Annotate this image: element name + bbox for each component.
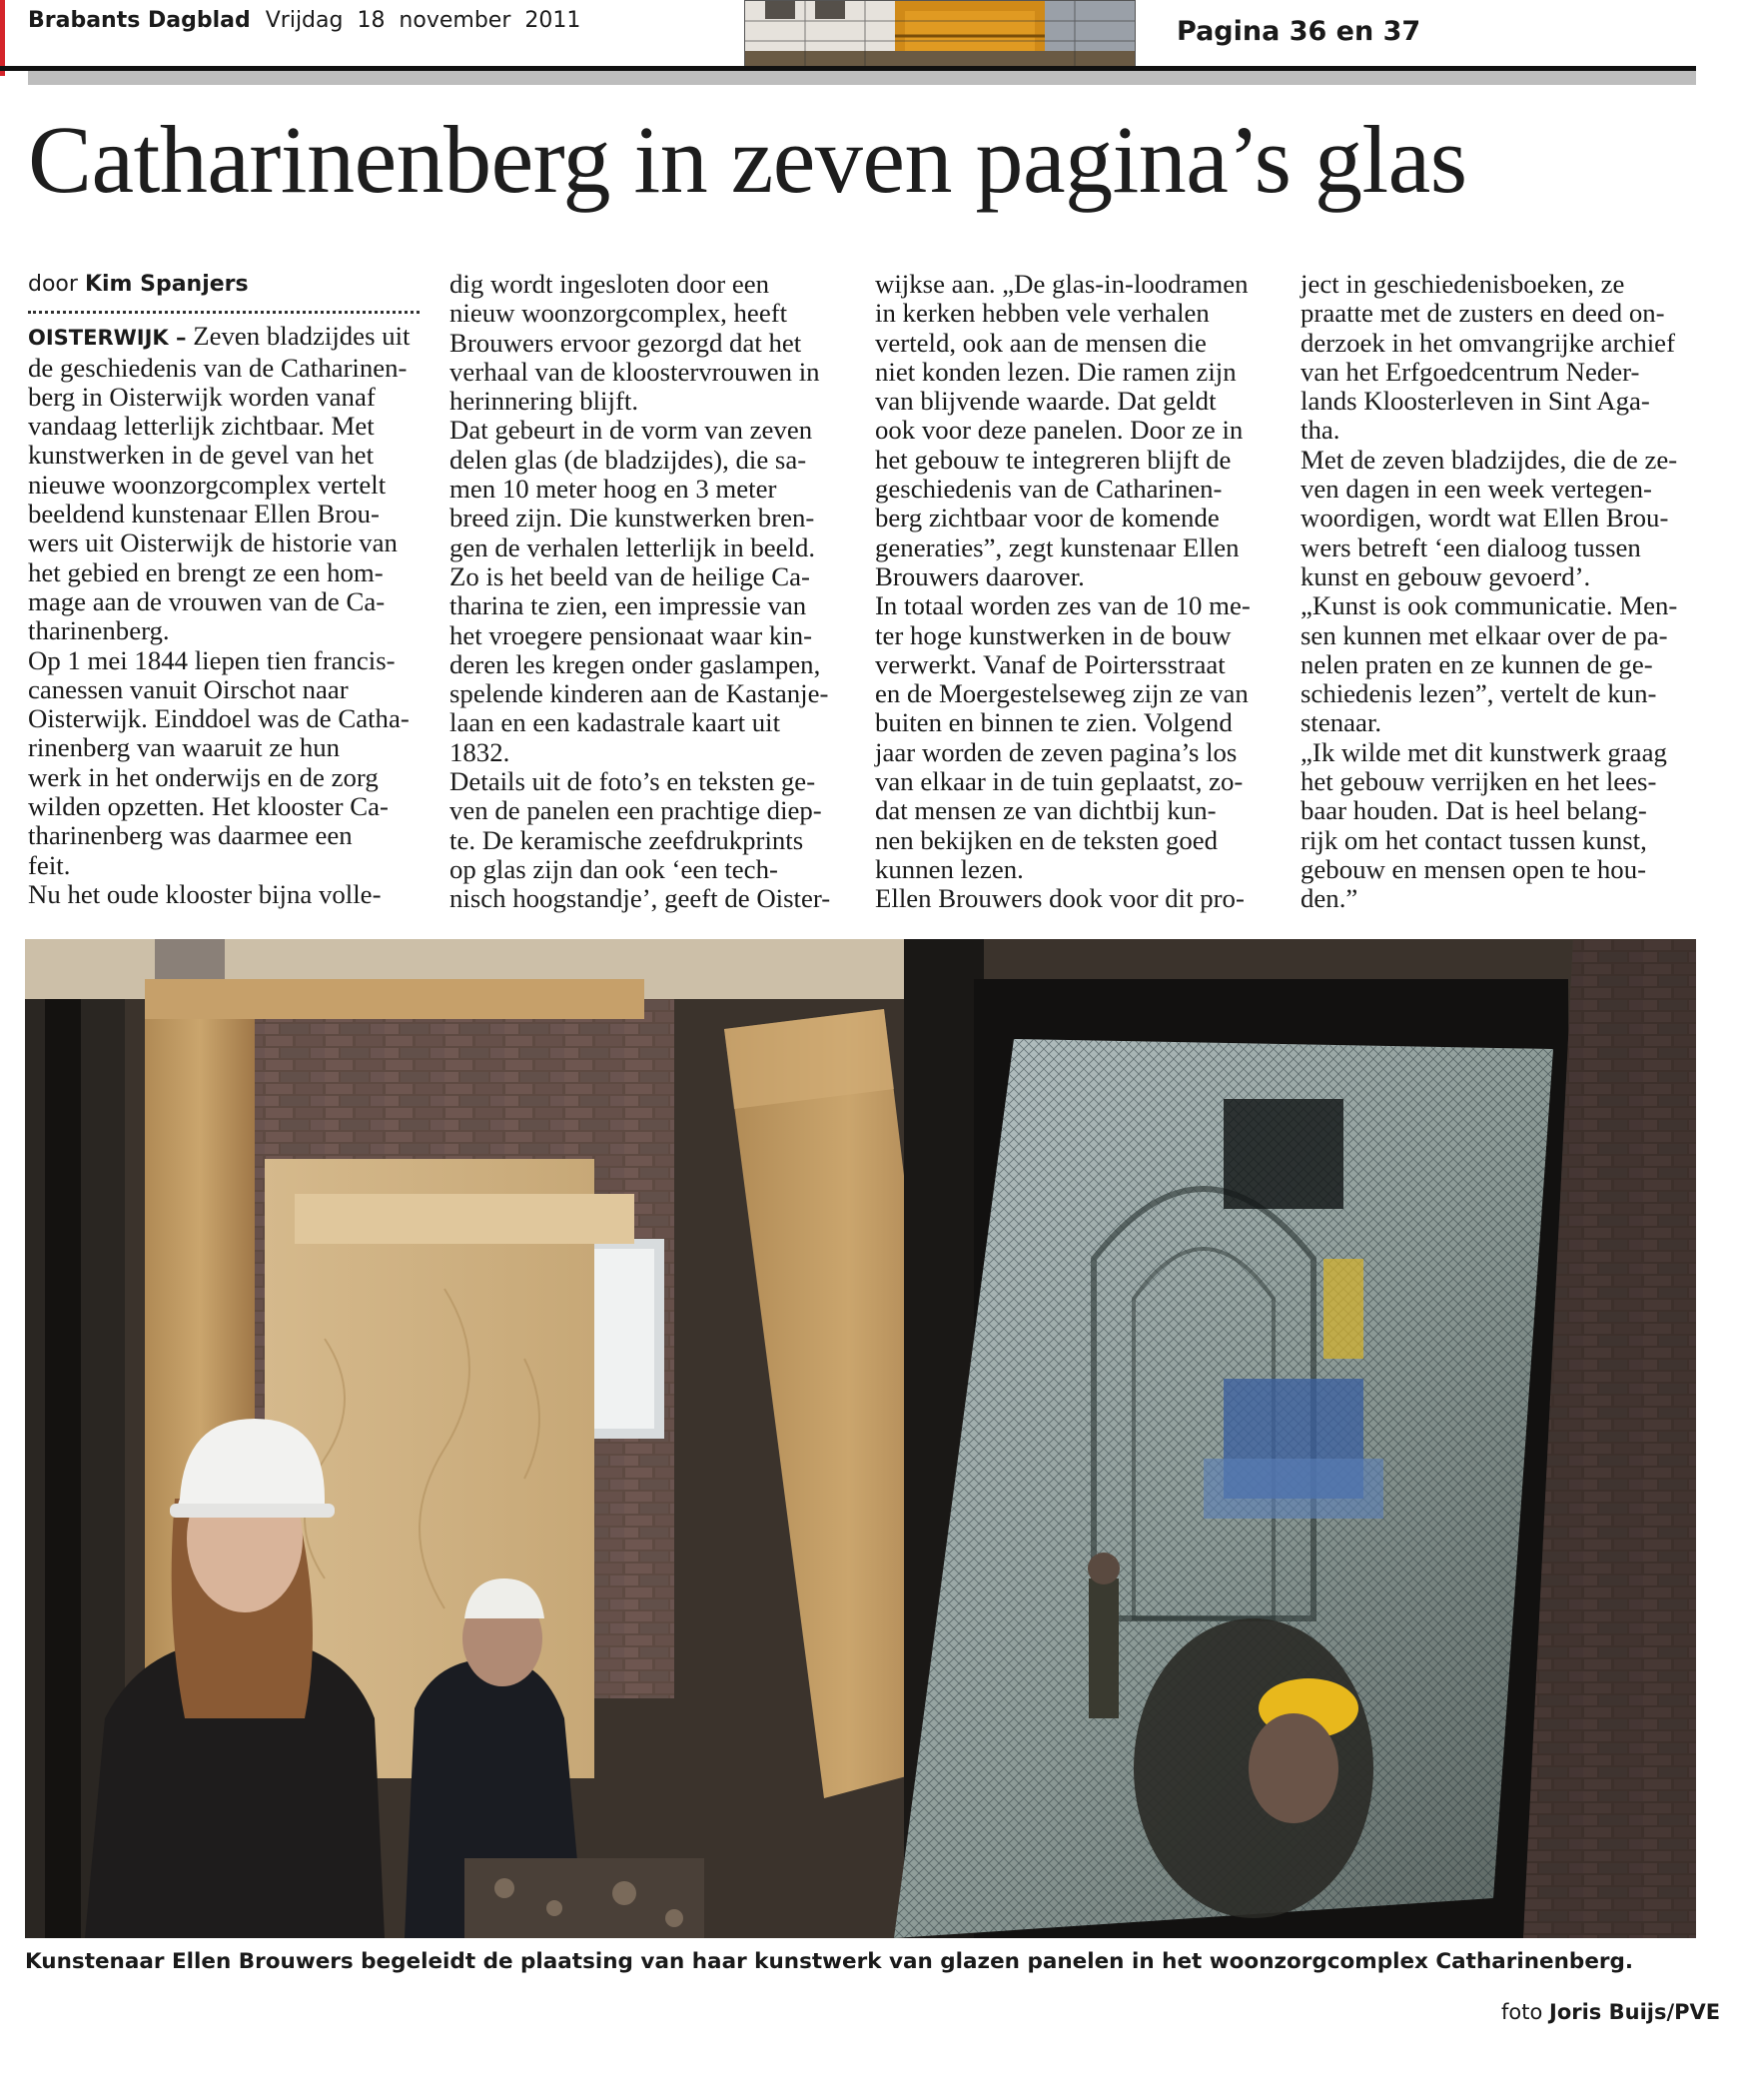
text-line: kunstwerken in de gevel van het — [28, 440, 375, 471]
text-line: canessen vanuit Oirschot naar — [28, 673, 349, 704]
text-line: dat mensen ze van dichtbij kun- — [875, 795, 1217, 826]
text-line: in kerken hebben vele verhalen — [875, 298, 1210, 329]
text-line: lands Kloosterleven in Sint Aga- — [1301, 386, 1650, 417]
text-line: op glas zijn dan ook ‘een tech- — [449, 853, 778, 884]
text-line: gebouw en mensen open te hou- — [1301, 853, 1647, 884]
text-line: wers betreft ‘een dialoog tussen — [1301, 531, 1641, 562]
text-line: de geschiedenis van de Catharinen- — [28, 352, 408, 383]
text-line: rinenberg van waaruit ze hun — [28, 732, 341, 763]
red-accent-bar — [0, 0, 5, 76]
text-line: generaties”, zegt kunstenaar Ellen — [875, 531, 1240, 562]
text-line: Op 1 mei 1844 liepen tien francis- — [28, 644, 396, 675]
text-line: tha. — [1301, 415, 1340, 446]
header-thumbnail-photo — [744, 0, 1136, 72]
text-line: nen bekijken en de teksten goed — [875, 824, 1219, 855]
text-line-body: Zeven bladzijdes uit — [186, 321, 411, 352]
text-line: dig wordt ingesloten door een — [449, 269, 770, 299]
text-line: het gebied en brengt ze een hom- — [28, 556, 384, 587]
text-line: derzoek in het omvangrijke archief — [1301, 327, 1675, 358]
text-line: tharinenberg. — [28, 615, 170, 646]
text-line: Zo is het beeld van de heilige Ca- — [449, 560, 810, 591]
text-line: buiten en binnen te zien. Volgend — [875, 707, 1233, 738]
column-text — [1301, 270, 1700, 914]
text-line: nieuwe woonzorgcomplex vertelt — [28, 469, 387, 500]
text-line: den.” — [1301, 883, 1358, 914]
text-line: van blijvende waarde. Dat geldt — [875, 386, 1217, 417]
text-line: Brouwers ervoor gezorgd dat het — [449, 327, 802, 358]
text-line: praatte met de zusters en deed on- — [1301, 298, 1665, 329]
credit-photographer: Joris Buijs/PVE — [1549, 2000, 1721, 2024]
byline — [28, 270, 424, 299]
text-line: verwerkt. Vanaf de Poirtersstraat — [875, 648, 1226, 679]
text-line: stenaar. — [1301, 707, 1382, 738]
text-line: deren les kregen onder gaslampen, — [449, 648, 821, 679]
photo-caption: Kunstenaar Ellen Brouwers begeleidt de plaatsing van haar kunstwerk van glazen panelen in het woonzorgcomplex Catharinenberg. — [25, 1949, 1634, 1974]
text-line: Ellen Brouwers dook voor dit pro- — [875, 883, 1245, 914]
header-grey-band — [28, 71, 1696, 85]
text-line: wijkse aan. „De glas-in-loodramen — [875, 269, 1249, 299]
text-line: ject in geschiedenisboeken, ze — [1301, 269, 1625, 299]
masthead — [28, 8, 580, 33]
text-line: ven de panelen een prachtige diep- — [449, 795, 822, 826]
article-column-3 — [875, 270, 1275, 914]
text-line: 1832. — [449, 736, 510, 767]
text-line: delen glas (de bladzijdes), die sa- — [449, 444, 807, 475]
text-line: tharina te zien, een impressie van — [449, 590, 807, 621]
text-line: van elkaar in de tuin geplaatst, zo- — [875, 766, 1244, 797]
text-line: jaar worden de zeven pagina’s los — [875, 736, 1238, 767]
text-line: men 10 meter hoog en 3 meter — [449, 474, 777, 505]
text-line: herinnering blijft. — [449, 386, 639, 417]
text-line: woordigen, wordt wat Ellen Brou- — [1301, 503, 1669, 533]
text-line: te. De keramische zeefdrukprints — [449, 824, 804, 855]
text-line: mage aan de vrouwen van de Ca- — [28, 585, 386, 616]
thumbnail-image — [745, 1, 1135, 71]
text-line: sen kunnen met elkaar over de pa- — [1301, 619, 1668, 650]
text-line: berg zichtbaar voor de komende — [875, 503, 1220, 533]
text-line: ook voor deze panelen. Door ze in — [875, 415, 1244, 446]
text-line: spelende kinderen aan de Kastanje- — [449, 678, 829, 709]
text-line: nieuw woonzorgcomplex, heeft — [449, 298, 788, 329]
dateline: OISTERWIJK – — [28, 326, 187, 351]
article-photo — [25, 939, 1696, 1938]
text-line: feit. — [28, 849, 71, 880]
text-line: niet konden lezen. Die ramen zijn — [875, 356, 1237, 387]
text-line: In totaal worden zes van de 10 me- — [875, 590, 1251, 621]
text-line: wilden opzetten. Het klooster Ca- — [28, 791, 389, 822]
text-line: baar houden. Dat is heel belang- — [1301, 795, 1647, 826]
text-line: berg in Oisterwijk worden vanaf — [28, 381, 376, 412]
text-line: nisch hoogstandje’, geeft de Oister- — [449, 883, 831, 914]
text-line: het gebouw te integreren blijft de — [875, 444, 1232, 475]
text-line: „Ik wilde met dit kunstwerk graag — [1301, 736, 1667, 767]
text-line: geschiedenis van de Catharinen- — [875, 474, 1223, 505]
text-line: Dat gebeurt in de vorm van zeven — [449, 415, 813, 446]
text-line: verhaal van de kloostervrouwen in — [449, 356, 820, 387]
text-line: verteld, ook aan de mensen die — [875, 327, 1207, 358]
text-line: nelen praten en ze kunnen de ge- — [1301, 648, 1653, 679]
paper-name: Brabants Dagblad — [28, 8, 251, 33]
text-line: van het Erfgoedcentrum Neder- — [1301, 356, 1640, 387]
dotted-divider — [28, 311, 420, 314]
text-line: Brouwers daarover. — [875, 560, 1085, 591]
text-line: ter hoge kunstwerken in de bouw — [875, 619, 1232, 650]
text-line: wers uit Oisterwijk de historie van — [28, 527, 398, 558]
text-line: rijk om het contact tussen kunst, — [1301, 824, 1647, 855]
article-column-4 — [1301, 270, 1700, 914]
text-line: Oisterwijk. Einddoel was de Catha- — [28, 703, 410, 734]
column-text — [449, 270, 849, 914]
text-line: ven dagen in een week vertegen- — [1301, 474, 1652, 505]
text-line: Met de zeven bladzijdes, die de ze- — [1301, 444, 1678, 475]
column-text — [875, 270, 1275, 914]
text-line — [28, 322, 424, 353]
issue-date: Vrijdag 18 november 2011 — [265, 8, 581, 33]
article-column-2 — [449, 270, 849, 914]
text-line: kunnen lezen. — [875, 853, 1024, 884]
text-line: en de Moergestelseweg zijn ze van — [875, 678, 1249, 709]
text-line: vandaag letterlijk zichtbaar. Met — [28, 411, 375, 442]
credit-prefix: foto — [1501, 2000, 1543, 2024]
text-line: gen de verhalen letterlijk in beeld. — [449, 531, 816, 562]
byline-author: Kim Spanjers — [84, 272, 249, 297]
text-line: beeldend kunstenaar Ellen Brou- — [28, 499, 380, 529]
text-line: tharinenberg was daarmee een — [28, 820, 353, 851]
text-line: laan en een kadastrale kaart uit — [449, 707, 781, 738]
text-line: Details uit de foto’s en teksten ge- — [449, 766, 816, 797]
text-line: werk in het onderwijs en de zorg — [28, 761, 379, 792]
text-line: breed zijn. Die kunstwerken bren- — [449, 503, 815, 533]
text-line: schiedenis lezen”, vertelt de kun- — [1301, 678, 1657, 709]
headline: Catharinenberg in zeven pagina’s glas — [28, 106, 1467, 213]
text-line: Nu het oude klooster bijna volle- — [28, 878, 382, 909]
byline-prefix: door — [28, 272, 78, 297]
article-column-1 — [28, 270, 424, 909]
photo-credit — [1501, 2000, 1720, 2024]
text-line: het vroegere pensionaat waar kin- — [449, 619, 813, 650]
page-number: Pagina 36 en 37 — [1177, 16, 1421, 47]
text-line: kunst en gebouw gevoerd’. — [1301, 560, 1591, 591]
text-line: het gebouw verrijken en het lees- — [1301, 766, 1657, 797]
column-text — [28, 322, 424, 909]
text-line: „Kunst is ook communicatie. Men- — [1301, 590, 1678, 621]
photo-illustration — [25, 939, 1696, 1938]
